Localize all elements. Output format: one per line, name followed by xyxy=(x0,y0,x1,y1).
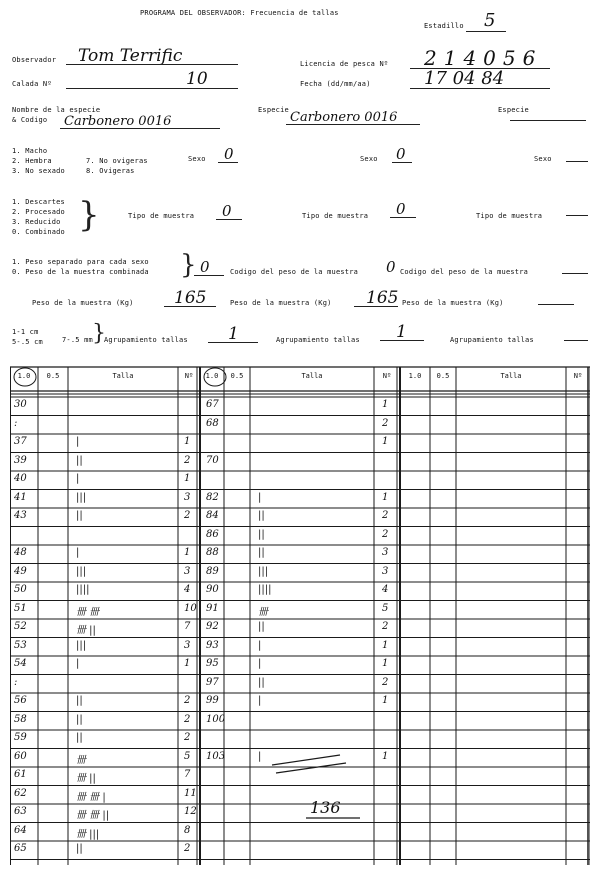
size-cell-a: 52 xyxy=(14,621,27,632)
size-cell-a: 39 xyxy=(14,454,27,466)
count-cell-b: 1 xyxy=(382,491,389,503)
agrup-legend-3: 7-.5 mm xyxy=(62,336,93,344)
count-cell-a: 2 xyxy=(184,732,191,743)
estadillo-value[interactable]: 5 xyxy=(484,10,496,31)
tally-cell-a: 卌 卌 || xyxy=(76,810,110,821)
agrup-label-2: Agrupamiento tallas xyxy=(276,336,360,344)
agrup-legend-1: 1-1 cm xyxy=(12,328,39,336)
count-cell-a: 1 xyxy=(184,658,191,669)
size-cell-a: 56 xyxy=(14,695,27,706)
fecha-label: Fecha (dd/mm/aa) xyxy=(300,80,371,88)
count-cell-b: 1 xyxy=(382,399,389,410)
count-cell-b: 2 xyxy=(382,510,389,521)
table-header-10: Talla xyxy=(500,372,522,380)
sexo-field-1[interactable]: 0 xyxy=(224,145,234,163)
form-title: PROGRAMA DEL OBSERVADOR: Frecuencia de tallas xyxy=(140,9,339,17)
size-cell-b: 90 xyxy=(206,584,219,595)
count-cell-a: 3 xyxy=(184,639,191,651)
size-cell-b: 82 xyxy=(206,491,219,503)
peso-label-3: Peso de la muestra (Kg) xyxy=(402,299,504,307)
tally-cell-b: ||| xyxy=(258,565,269,577)
sexo-label-1: Sexo xyxy=(188,155,206,163)
sexo-legend-7: 7. No ovigeras xyxy=(86,157,148,165)
count-cell-a: 7 xyxy=(184,621,191,632)
count-cell-a: 1 xyxy=(184,473,191,484)
total-slash-mark xyxy=(272,755,340,765)
count-cell-a: 2 xyxy=(184,695,191,706)
estadillo-underline xyxy=(466,31,506,32)
sexo-underline-3 xyxy=(566,161,588,162)
sexo-field-2[interactable]: 0 xyxy=(396,145,406,163)
agrup-underline-1 xyxy=(208,342,258,343)
muestra-legend-1: 1. Descartes xyxy=(12,198,65,206)
licencia-field[interactable]: 214056 xyxy=(424,46,543,70)
estadillo-label: Estadillo xyxy=(424,22,464,30)
muestra-legend-3: 3. Reducido xyxy=(12,218,61,226)
muestra-field-2[interactable]: 0 xyxy=(396,200,406,218)
peso-codigo-underline-3 xyxy=(562,273,588,274)
table-header-4: 1.0 xyxy=(205,372,219,380)
tally-cell-a: ||| xyxy=(76,565,87,577)
species-underline-2 xyxy=(286,124,420,125)
size-cell-b: 86 xyxy=(206,528,219,540)
talla-frequency-table xyxy=(10,365,590,865)
size-cell-b: 84 xyxy=(206,510,219,521)
sexo-legend-3: 3. No sexado xyxy=(12,167,65,175)
size-cell-a: 60 xyxy=(14,750,27,762)
count-cell-b: 4 xyxy=(382,584,389,595)
size-cell-a: 54 xyxy=(14,658,27,669)
sexo-label-2: Sexo xyxy=(360,155,378,163)
count-cell-b: 3 xyxy=(382,547,389,558)
calada-field[interactable]: 10 xyxy=(186,69,208,89)
tally-cell-b: | xyxy=(258,639,262,651)
tally-cell-b: || xyxy=(258,510,265,521)
tally-cell-b: || xyxy=(258,621,265,632)
agrup-brace: } xyxy=(92,321,106,346)
peso-codigo-label-1: Codigo del peso de la muestra xyxy=(230,268,359,276)
count-cell-a: 3 xyxy=(184,491,191,503)
count-cell-b: 1 xyxy=(382,750,389,762)
size-cell-b: 95 xyxy=(206,658,219,669)
size-cell-a: 30 xyxy=(14,399,27,410)
tally-cell-a: ||| xyxy=(76,491,87,503)
count-cell-b: 1 xyxy=(382,436,389,447)
calada-underline xyxy=(66,88,238,89)
count-cell-a: 4 xyxy=(184,584,191,595)
size-cell-a: 62 xyxy=(14,787,27,799)
size-cell-b: 92 xyxy=(206,621,219,632)
size-cell-a: 64 xyxy=(14,824,27,836)
species-label-col2: Especie xyxy=(258,106,289,114)
tally-cell-a: | xyxy=(76,473,80,484)
size-cell-a: 59 xyxy=(14,732,27,743)
tally-cell-b: | xyxy=(258,658,262,669)
tally-cell-a: |||| xyxy=(76,584,90,595)
size-cell-a: : xyxy=(14,417,18,429)
size-cell-a: 48 xyxy=(14,547,27,558)
size-cell-b: 99 xyxy=(206,695,219,706)
table-header-9: 0.5 xyxy=(436,372,450,380)
peso-label-1: Peso de la muestra (Kg) xyxy=(32,299,134,307)
tally-cell-a: ||| xyxy=(76,639,87,651)
fecha-field[interactable]: 17 04 84 xyxy=(424,68,505,89)
tally-cell-a: 卌 || xyxy=(76,625,96,636)
count-cell-b: 3 xyxy=(382,565,389,577)
peso-underline-1 xyxy=(164,306,216,307)
tally-cell-a: || xyxy=(76,843,83,854)
tally-cell-a: || xyxy=(76,510,83,521)
muestra-underline-1 xyxy=(216,219,242,220)
count-cell-b: 2 xyxy=(382,417,389,429)
count-cell-a: 12 xyxy=(184,806,197,817)
peso-codigo-legend-1: 1. Peso separado para cada sexo xyxy=(12,258,149,266)
count-cell-a: 3 xyxy=(184,565,191,577)
table-header-7: Nº xyxy=(382,372,392,380)
count-cell-a: 10 xyxy=(184,602,197,614)
muestra-label-1: Tipo de muestra xyxy=(128,212,195,220)
peso-codigo-label-2: Codigo del peso de la muestra xyxy=(400,268,529,276)
peso-codigo-underline-1 xyxy=(194,275,224,276)
tally-cell-a: 卌 卌 | xyxy=(76,791,106,803)
tally-cell-a: || xyxy=(76,695,83,706)
total-count: 136 xyxy=(310,798,341,817)
size-cell-b: 68 xyxy=(206,417,219,429)
size-cell-a: 58 xyxy=(14,713,27,725)
tally-cell-b: || xyxy=(258,528,265,540)
size-cell-a: 65 xyxy=(14,843,27,854)
tally-cell-b: | xyxy=(258,750,262,762)
tally-cell-b: || xyxy=(258,547,265,558)
peso-codigo-field-2[interactable]: 0 xyxy=(386,258,396,276)
calada-label: Calada Nº xyxy=(12,80,52,88)
tally-cell-a: 卌 卌 xyxy=(76,606,100,618)
count-cell-b: 5 xyxy=(382,602,389,614)
count-cell-b: 2 xyxy=(382,676,389,688)
count-cell-b: 1 xyxy=(382,639,389,651)
agrup-field-2[interactable]: 1 xyxy=(396,322,407,342)
muestra-brace: } xyxy=(78,195,100,235)
size-cell-a: 49 xyxy=(14,565,27,577)
sexo-label-3: Sexo xyxy=(534,155,552,163)
table-header-1: 0.5 xyxy=(46,372,60,380)
table-header-3: Nº xyxy=(184,372,194,380)
size-cell-b: 91 xyxy=(206,602,219,614)
count-cell-b: 2 xyxy=(382,528,389,540)
count-cell-a: 1 xyxy=(184,547,191,558)
size-cell-a: 63 xyxy=(14,806,27,817)
count-cell-a: 11 xyxy=(184,787,197,799)
agrup-underline-2 xyxy=(380,340,424,341)
tally-cell-a: 卌 || xyxy=(76,773,96,784)
observador-underline xyxy=(66,64,238,65)
size-cell-a: 50 xyxy=(14,584,27,595)
sexo-legend-1: 1. Macho xyxy=(12,147,48,155)
muestra-label-2: Tipo de muestra xyxy=(302,212,369,220)
table-header-2: Talla xyxy=(112,372,134,380)
species-field-1[interactable]: Carbonero 0016 xyxy=(64,114,172,129)
count-cell-a: 7 xyxy=(184,769,191,780)
tally-cell-b: |||| xyxy=(258,584,272,595)
size-cell-a: 40 xyxy=(14,473,27,484)
peso-underline-2 xyxy=(354,306,398,307)
table-header-11: Nº xyxy=(573,372,583,380)
count-cell-a: 8 xyxy=(184,824,191,836)
size-cell-b: 67 xyxy=(206,399,219,410)
peso-codigo-brace: } xyxy=(180,250,197,280)
sexo-underline-1 xyxy=(218,162,238,163)
size-cell-a: 37 xyxy=(14,436,27,447)
peso-field-1[interactable]: 165 xyxy=(174,288,207,308)
size-cell-b: 93 xyxy=(206,639,219,651)
agrup-field-1[interactable]: 1 xyxy=(228,324,239,344)
size-cell-b: 88 xyxy=(206,547,219,558)
tally-cell-a: | xyxy=(76,547,80,558)
peso-field-2[interactable]: 165 xyxy=(366,288,399,308)
size-cell-a: 51 xyxy=(14,602,27,614)
table-header-0: 1.0 xyxy=(17,372,31,380)
peso-underline-3 xyxy=(538,304,574,305)
tally-cell-a: 卌 xyxy=(76,754,86,766)
muestra-field-1[interactable]: 0 xyxy=(222,202,232,220)
count-cell-b: 1 xyxy=(382,658,389,669)
muestra-legend-0: 0. Combinado xyxy=(12,228,65,236)
licencia-label: Licencia de pesca Nº xyxy=(300,60,389,68)
size-cell-b: 70 xyxy=(206,454,219,466)
tally-cell-b: | xyxy=(258,695,262,706)
size-cell-a: 43 xyxy=(14,510,27,521)
muestra-label-3: Tipo de muestra xyxy=(476,212,543,220)
tally-cell-b: || xyxy=(258,676,265,688)
fecha-underline xyxy=(410,88,550,89)
peso-codigo-legend-0: 0. Peso de la muestra combinada xyxy=(12,268,149,276)
observador-label: Observador xyxy=(12,56,57,64)
size-cell-b: 103 xyxy=(206,750,226,762)
table-header-6: Talla xyxy=(301,372,323,380)
tally-cell-b: 卌 xyxy=(258,606,268,618)
tally-cell-a: 卌 ||| xyxy=(76,828,100,840)
tally-cell-a: || xyxy=(76,454,83,466)
count-cell-a: 5 xyxy=(184,750,191,762)
count-cell-a: 2 xyxy=(184,713,191,725)
table-header-5: 0.5 xyxy=(230,372,244,380)
size-cell-a: : xyxy=(14,676,18,688)
species-underline-1 xyxy=(60,128,220,129)
species-field-2[interactable]: Carbonero 0016 xyxy=(290,110,398,125)
size-cell-b: 89 xyxy=(206,565,219,577)
tally-cell-a: | xyxy=(76,658,80,669)
sexo-legend-2: 2. Hembra xyxy=(12,157,52,165)
size-cell-b: 100 xyxy=(206,713,226,725)
count-cell-a: 2 xyxy=(184,510,191,521)
tally-cell-a: || xyxy=(76,732,83,743)
size-cell-a: 61 xyxy=(14,769,27,780)
size-cell-b: 97 xyxy=(206,676,219,688)
peso-codigo-field-1[interactable]: 0 xyxy=(200,258,210,276)
species-label-1: Nombre de la especie xyxy=(12,106,101,114)
count-cell-b: 2 xyxy=(382,621,389,632)
muestra-underline-2 xyxy=(390,217,416,218)
muestra-underline-3 xyxy=(566,215,588,216)
table-header-8: 1.0 xyxy=(408,372,422,380)
agrup-label-3: Agrupamiento tallas xyxy=(450,336,534,344)
count-cell-b: 1 xyxy=(382,695,389,706)
agrup-underline-3 xyxy=(564,340,588,341)
tally-cell-a: | xyxy=(76,436,80,447)
tally-cell-b: | xyxy=(258,491,262,503)
muestra-legend-2: 2. Procesado xyxy=(12,208,65,216)
count-cell-a: 1 xyxy=(184,436,191,447)
count-cell-a: 2 xyxy=(184,843,191,854)
size-cell-a: 53 xyxy=(14,639,27,651)
total-slash-mark xyxy=(276,763,346,773)
agrup-legend-2: 5-.5 cm xyxy=(12,338,43,346)
species-label-col3: Especie xyxy=(498,106,529,114)
sexo-legend-8: 8. Ovigeras xyxy=(86,167,135,175)
count-cell-a: 2 xyxy=(184,454,191,466)
size-cell-a: 41 xyxy=(14,491,27,503)
sexo-underline-2 xyxy=(392,162,412,163)
species-label-2: & Codigo xyxy=(12,116,48,124)
peso-label-2: Peso de la muestra (Kg) xyxy=(230,299,332,307)
observador-field[interactable]: Tom Terrific xyxy=(78,46,183,66)
agrup-label-1: Agrupamiento tallas xyxy=(104,336,188,344)
species-underline-3 xyxy=(510,120,586,121)
tally-cell-a: || xyxy=(76,713,83,725)
